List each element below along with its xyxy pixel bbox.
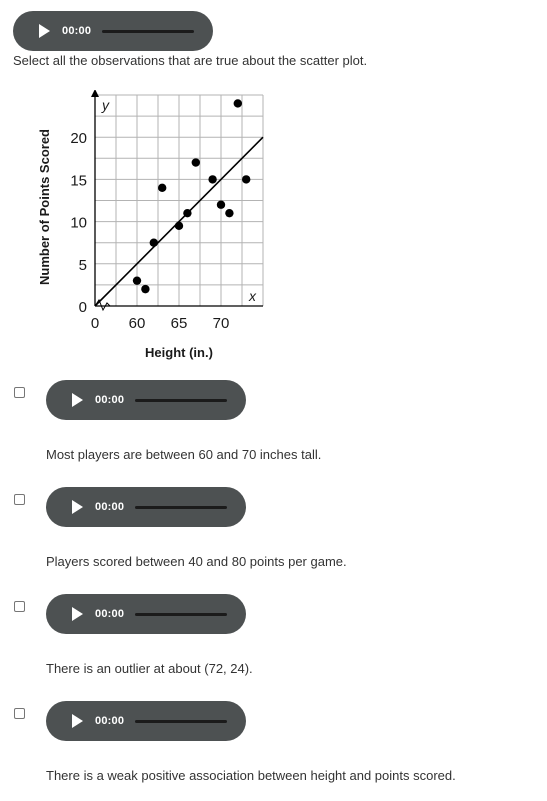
audio-progress-track[interactable] xyxy=(102,30,194,33)
option-text: There is a weak positive association between height and points scored. xyxy=(46,768,456,783)
scatter-plot xyxy=(30,90,270,365)
x-tick-label: 65 xyxy=(170,315,188,332)
audio-progress-track[interactable] xyxy=(135,613,227,616)
audio-progress-track[interactable] xyxy=(135,399,227,402)
data-point xyxy=(175,222,183,230)
option-text: Most players are between 60 and 70 inches tall. xyxy=(46,447,322,462)
data-point xyxy=(158,184,166,192)
x-tick-label: 70 xyxy=(212,315,230,332)
data-point xyxy=(217,201,225,209)
y-axis-arrow xyxy=(91,90,99,97)
chart-tick-labels xyxy=(70,130,229,332)
question-audio-player[interactable] xyxy=(13,11,213,51)
option-audio-player[interactable] xyxy=(46,380,246,420)
data-point xyxy=(208,175,216,183)
play-icon[interactable] xyxy=(72,393,83,407)
data-point xyxy=(141,285,149,293)
play-icon[interactable] xyxy=(72,607,83,621)
option-audio-player[interactable] xyxy=(46,594,246,634)
y-axis-variable: y xyxy=(102,97,109,113)
question-prompt: Select all the observations that are true about the scatter plot. xyxy=(13,53,368,68)
x-tick-label: 60 xyxy=(128,315,146,332)
chart-grid xyxy=(95,95,263,306)
y-axis-label: Number of Points Scored xyxy=(37,128,52,286)
data-point xyxy=(225,209,233,217)
data-point xyxy=(133,276,141,284)
x-tick-label: 0 xyxy=(90,315,100,332)
option-checkbox[interactable] xyxy=(14,601,25,612)
play-icon[interactable] xyxy=(39,24,50,38)
audio-progress-track[interactable] xyxy=(135,720,227,723)
option-audio-player[interactable] xyxy=(46,487,246,527)
audio-time: 00:00 xyxy=(95,608,125,620)
option-checkbox[interactable] xyxy=(14,708,25,719)
option-checkbox[interactable] xyxy=(14,387,25,398)
audio-time: 00:00 xyxy=(95,394,125,406)
y-tick-label: 20 xyxy=(70,130,87,148)
y-tick-label: 5 xyxy=(78,256,87,274)
play-icon[interactable] xyxy=(72,500,83,514)
x-axis-variable: x xyxy=(249,288,256,304)
x-axis-break xyxy=(95,300,110,310)
option-text: Players scored between 40 and 80 points per game. xyxy=(46,554,347,569)
audio-time: 00:00 xyxy=(95,501,125,513)
option-checkbox[interactable] xyxy=(14,494,25,505)
play-icon[interactable] xyxy=(72,714,83,728)
option-text: There is an outlier at about (72, 24). xyxy=(46,661,253,676)
y-tick-label: 10 xyxy=(70,214,87,232)
audio-time: 00:00 xyxy=(95,715,125,727)
data-point xyxy=(150,239,158,247)
audio-progress-track[interactable] xyxy=(135,506,227,509)
data-point xyxy=(234,99,242,107)
data-point xyxy=(242,175,250,183)
data-point xyxy=(192,158,200,166)
audio-time: 00:00 xyxy=(62,25,92,37)
x-axis-label: Height (in.) xyxy=(145,345,213,360)
option-audio-player[interactable] xyxy=(46,701,246,741)
y-tick-label: 0 xyxy=(78,299,87,316)
y-tick-label: 15 xyxy=(70,172,87,190)
data-point xyxy=(183,209,191,217)
